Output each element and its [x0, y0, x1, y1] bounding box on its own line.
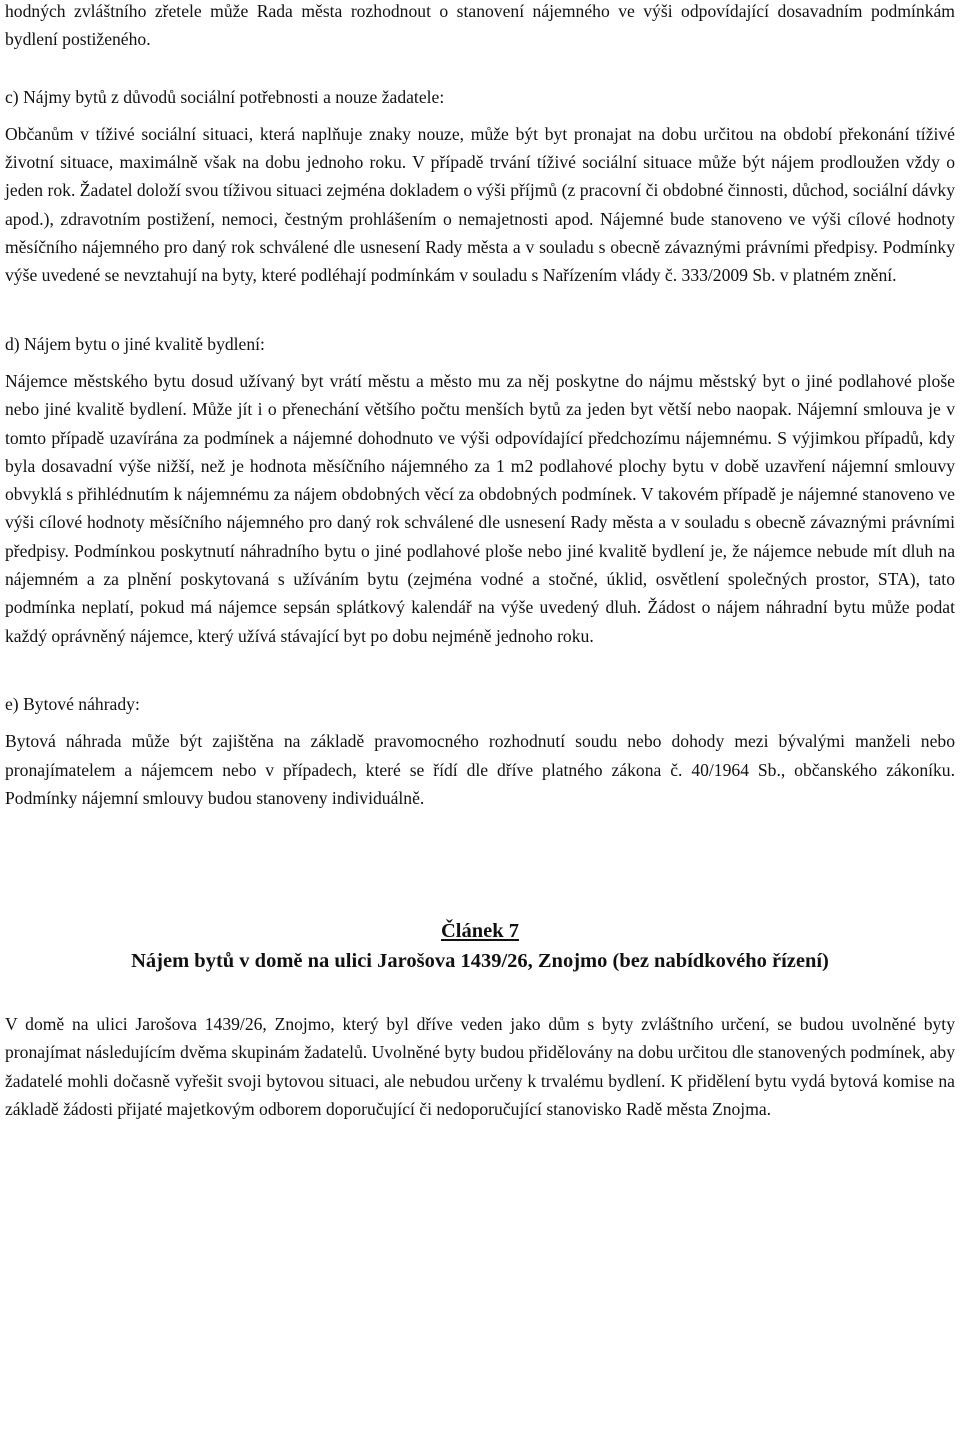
paragraph-top: hodných zvláštního zřetele může Rada města rozhodnout o stanovení nájemného ve výši odpovídající dosavadním podmínkám bydlení postiženého.	[5, 1, 955, 50]
section-d-heading: d) Nájem bytu o jiné kvalitě bydlení:	[5, 333, 265, 354]
section-c-body: Občanům v tíživé sociální situaci, která naplňuje znaky nouze, může být byt pronajat na dobu určitou na období překonání tíživé životní situace, maximálně však na dobu jednoho roku. V případě trvání tíživé sociální situace může být nájem prodloužen vždy o jeden rok. Žadatel doloží svou tíživou situaci zejména dokladem o výši příjmů (z pracovní či obdobné činnosti, důchod, sociální dávky apod.), zdravotním postižení, nemoci, čestným prohlášením o nemajetnosti apod. Nájemné bude stanoveno ve výši cílové hodnoty měsíčního nájemného pro daný rok schválené dle usnesení Rady města a v souladu s obecně závaznými právními předpisy. Podmínky výše uvedené se nevztahují na byty, které podléhají podmínkám v souladu s Nařízením vlády č. 333/2009 Sb. v platném znění.	[5, 123, 955, 286]
article-title: Nájem bytů v domě na ulici Jarošova 1439/26, Znojmo (bez nabídkového řízení)	[131, 950, 829, 973]
section-c-heading: c) Nájmy bytů z důvodů sociální potřebnosti a nouze žadatele:	[5, 86, 445, 107]
document-page	[5, 0, 955, 1123]
section-e-body: Bytová náhrada může být zajištěna na základě pravomocného rozhodnutí soudu nebo dohody mezi bývalými manželi nebo pronajímatelem a nájemcem nebo v případech, které se řídí dle dříve platného zákona č. 40/1964 Sb., občanského zákoníku. Podmínky nájemní smlouvy budou stanoveny individuálně.	[5, 731, 955, 808]
section-d-body: Nájemce městského bytu dosud užívaný byt vrátí městu a město mu za něj poskytne do nájmu městský byt o jiné podlahové ploše nebo jiné kvalitě bydlení. Může jít i o přenechání většího počtu menších bytů za jeden byt větší nebo naopak. Nájemní smlouva je v tomto případě uzavírána za podmínek a nájemné dohodnuto ve výši odpovídající předchozímu nájemnému. S výjimkou případů, kdy byla dosavadní výše nižší, než je hodnota měsíčního nájemného za 1 m2 podlahové plochy bytu v době uzavření nájemní smlouvy obvyklá s přihlédnutím k nájemnému za nájem obdobných věcí za obdobných podmínek. V takovém případě je nájemné stanoveno ve výši cílové hodnoty měsíčního nájemného pro daný rok schválené dle usnesení Rady města a v souladu s obecně závaznými právními předpisy. Podmínkou poskytnutí náhradního bytu o jiné podlahové ploše nebo jiné kvalitě bydlení je, že nájemce nebude mít dluh na nájemném a za plnění poskytovaná s užíváním bytu (zejména vodné a stočné, úklid, osvětlení společných prostor, STA), tato podmínka neplatí, pokud má nájemce sepsán splátkový kalendář na výše uvedený dluh. Žádost o nájem náhradní bytu může podat každý oprávněný nájemce, který užívá stávající byt po dobu nejméně jednoho roku.	[5, 370, 955, 646]
section-e-heading: e) Bytové náhrady:	[5, 693, 140, 714]
article-body: V domě na ulici Jarošova 1439/26, Znojmo, který byl dříve veden jako dům s byty zvláštního určení, se budou uvolněné byty pronajímat následujícím dvěma skupinám žadatelů. Uvolněné byty budou přidělovány na dobu určitou dle stanovených podmínek, aby žadatelé mohli dočasně vyřešit svoji bytovou situaci, ale nebudou určeny k trvalému bydlení. K přidělení bytu vydá bytová komise na základě žádosti přijaté majetkovým odborem doporučující či nedoporučující stanovisko Radě města Znojma.	[5, 1014, 955, 1120]
article-number: Článek 7	[440, 920, 520, 943]
